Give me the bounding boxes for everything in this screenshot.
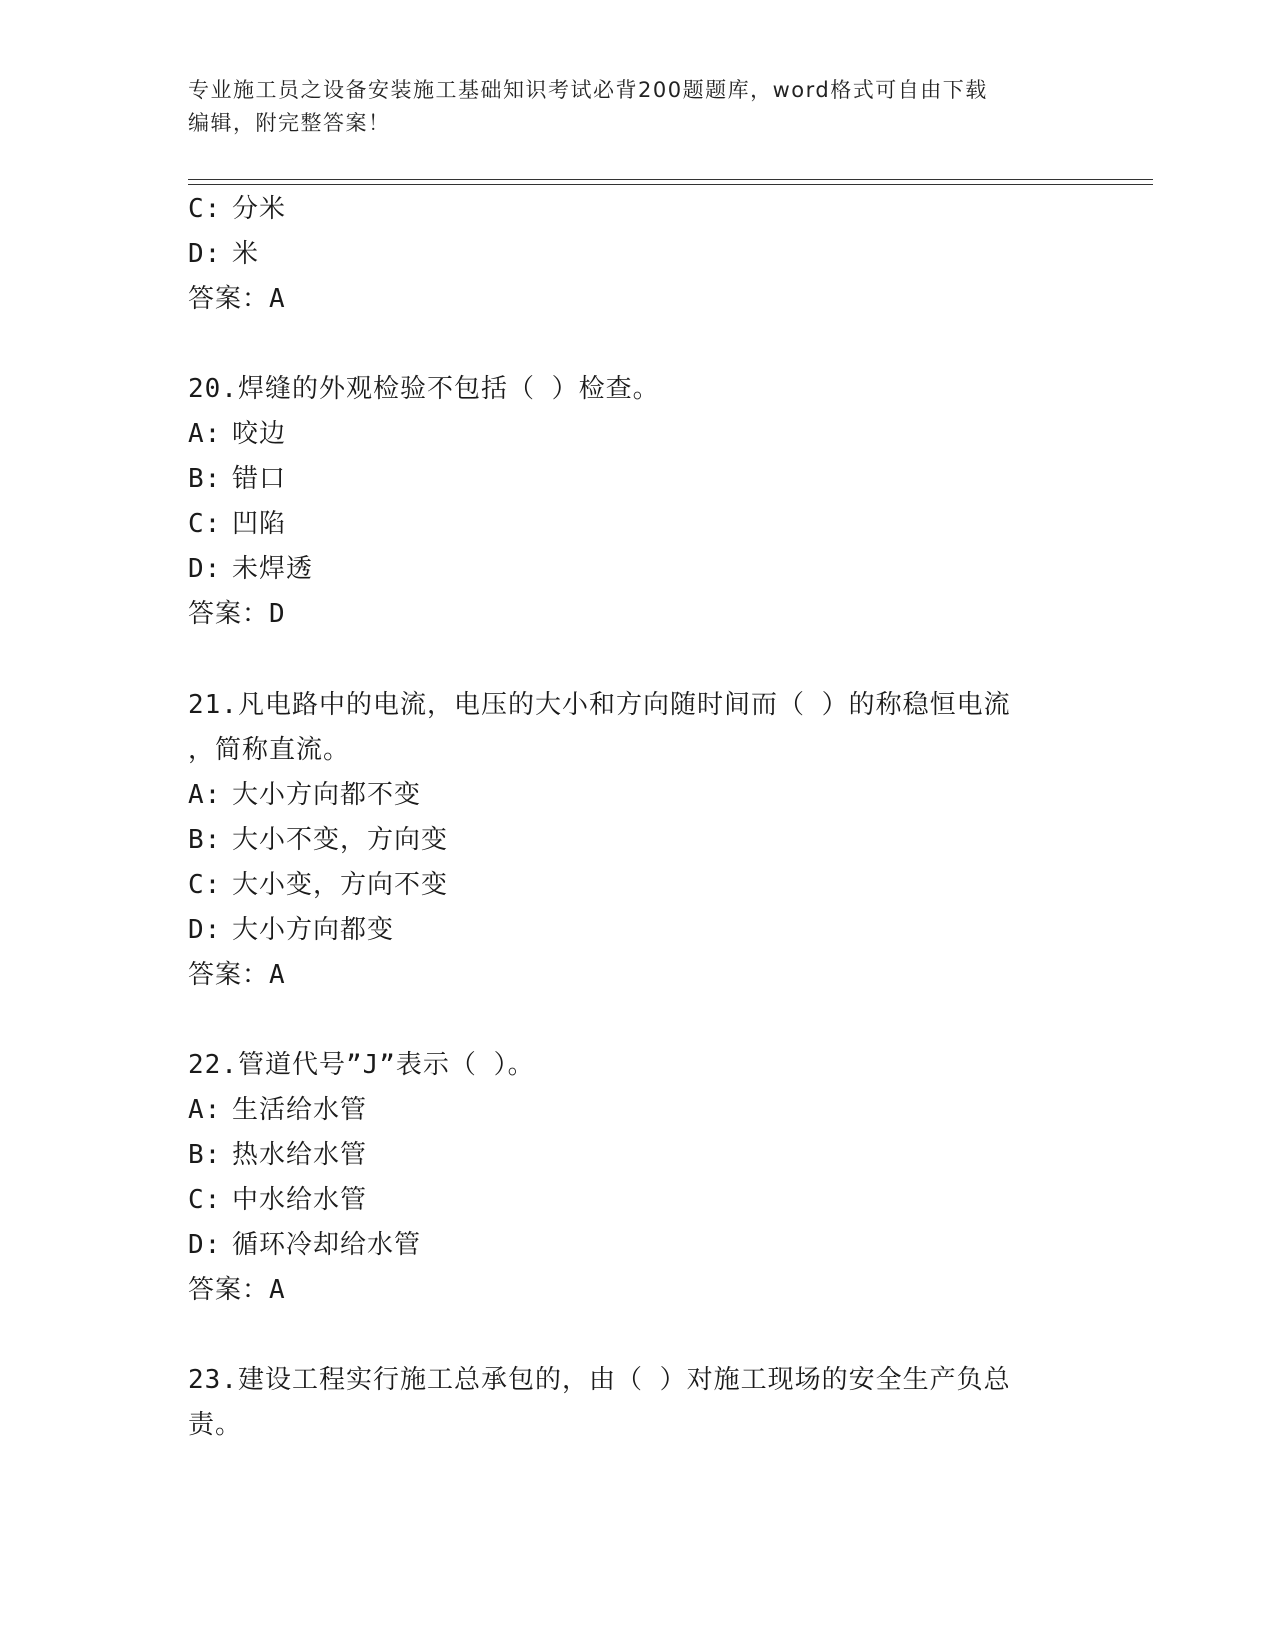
option-text: 分米: [232, 194, 287, 224]
header-line-2: 编辑，附完整答案！: [188, 111, 391, 135]
option-key: B:: [188, 1140, 222, 1170]
option-text: 咬边: [232, 419, 287, 449]
header-divider-bottom: [188, 184, 1153, 185]
option-key: A:: [188, 1095, 222, 1125]
option-text: 大小变，方向不变: [232, 870, 449, 900]
option-text: 循环冷却给水管: [232, 1230, 422, 1260]
option-text: 米: [232, 239, 260, 269]
question-stem: 20.焊缝的外观检验不包括（ ）检查。: [188, 374, 660, 404]
option-b: [188, 1140, 367, 1170]
question-stem-continued: 责。: [188, 1410, 243, 1440]
option-d: [188, 1230, 421, 1260]
option-key: B:: [188, 464, 222, 494]
option-key: D:: [188, 239, 222, 269]
option-text: 凹陷: [232, 509, 287, 539]
option-key: D:: [188, 1230, 222, 1260]
option-b: [188, 464, 286, 494]
answer-value: A: [269, 960, 286, 990]
option-key: C:: [188, 870, 222, 900]
option-text: 未焊透: [232, 554, 314, 584]
question-stem-continued: ，简称直流。: [188, 735, 351, 765]
option-key: A:: [188, 780, 222, 810]
answer-line: [188, 599, 286, 629]
answer-line: [188, 1275, 286, 1305]
option-key: A:: [188, 419, 222, 449]
answer-value: A: [269, 1275, 286, 1305]
document-header: [188, 74, 1088, 140]
option-b: [188, 825, 448, 855]
option-key: C:: [188, 194, 222, 224]
option-text: 大小方向都变: [232, 915, 395, 945]
answer-label: 答案：: [188, 960, 270, 990]
answer-label: 答案：: [188, 1275, 270, 1305]
option-a: [188, 1095, 367, 1125]
option-text: 错口: [232, 464, 287, 494]
option-text: 大小不变，方向变: [232, 825, 449, 855]
option-d: [188, 239, 259, 269]
question-stem: 22.管道代号”J”表示（ ）。: [188, 1050, 535, 1080]
answer-label: 答案：: [188, 284, 270, 314]
question-stem: 23.建设工程实行施工总承包的，由（ ）对施工现场的安全生产负总: [188, 1365, 1011, 1395]
answer-label: 答案：: [188, 599, 270, 629]
option-text: 大小方向都不变: [232, 780, 422, 810]
question-stem: 21.凡电路中的电流，电压的大小和方向随时间而（ ）的称稳恒电流: [188, 690, 1011, 720]
option-c: [188, 870, 448, 900]
option-a: [188, 419, 286, 449]
option-d: [188, 554, 313, 584]
option-text: 热水给水管: [232, 1140, 368, 1170]
answer-value: A: [269, 284, 286, 314]
answer-line: [188, 284, 286, 314]
option-a: [188, 780, 421, 810]
option-key: B:: [188, 825, 222, 855]
option-text: 生活给水管: [232, 1095, 368, 1125]
option-d: [188, 915, 394, 945]
header-line-1: 专业施工员之设备安装施工基础知识考试必背200题题库，word格式可自由下载: [188, 78, 988, 102]
option-key: C:: [188, 509, 222, 539]
answer-line: [188, 960, 286, 990]
option-key: C:: [188, 1185, 222, 1215]
answer-value: D: [269, 599, 286, 629]
option-text: 中水给水管: [232, 1185, 368, 1215]
option-c: [188, 509, 286, 539]
header-divider-top: [188, 179, 1153, 180]
option-key: D:: [188, 915, 222, 945]
option-c: [188, 1185, 367, 1215]
option-c: [188, 194, 286, 224]
option-key: D:: [188, 554, 222, 584]
